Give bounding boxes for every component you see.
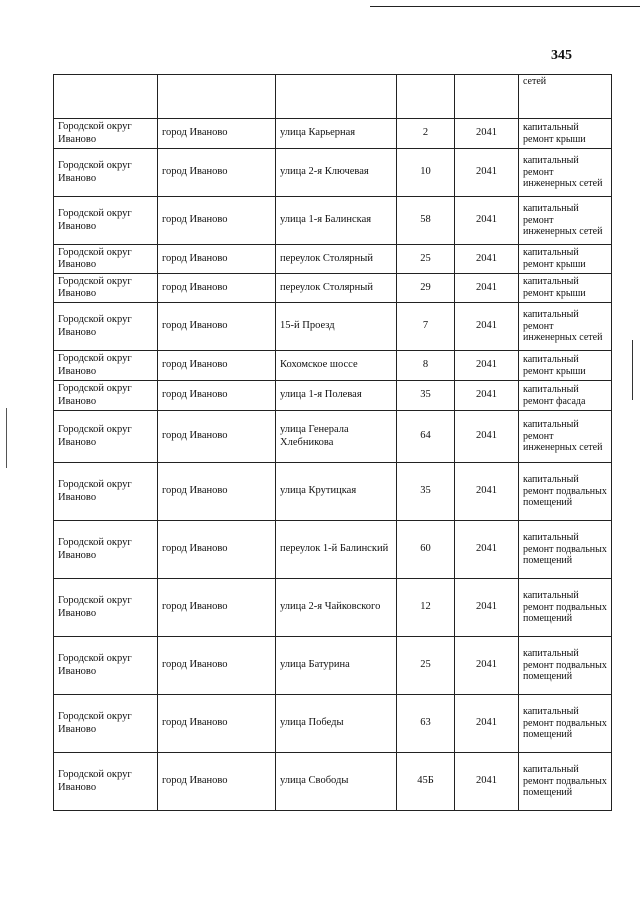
district-cell: Городской округ Иваново xyxy=(54,521,158,579)
district-cell: Городской округ Иваново xyxy=(54,351,158,381)
district-cell: Городской округ Иваново xyxy=(54,637,158,695)
city-cell: город Иваново xyxy=(158,381,276,411)
city-cell: город Иваново xyxy=(158,274,276,303)
year-cell: 2041 xyxy=(455,149,519,197)
work-type-cell: капитальный ремонт инженерных сетей xyxy=(519,411,612,463)
year-cell: 2041 xyxy=(455,695,519,753)
work-type-cell: капитальный ремонт подвальных помещений xyxy=(519,521,612,579)
work-type-cell: капитальный ремонт инженерных сетей xyxy=(519,149,612,197)
table-row xyxy=(54,579,612,637)
district-cell: Городской округ Иваново xyxy=(54,753,158,811)
district-cell: Городской округ Иваново xyxy=(54,381,158,411)
city-cell: город Иваново xyxy=(158,695,276,753)
scan-margin-mark xyxy=(6,408,7,468)
year-cell: 2041 xyxy=(455,197,519,245)
year-cell: 2041 xyxy=(455,463,519,521)
table-row xyxy=(54,119,612,149)
city-cell: город Иваново xyxy=(158,521,276,579)
table-row xyxy=(54,274,612,303)
street-cell: улица 1-я Полевая xyxy=(276,381,397,411)
work-type-cell: капитальный ремонт инженерных сетей xyxy=(519,303,612,351)
repair-schedule-table xyxy=(53,74,612,811)
house-number-cell: 25 xyxy=(397,637,455,695)
city-cell: город Иваново xyxy=(158,245,276,274)
table-cell xyxy=(158,75,276,119)
house-number-cell: 29 xyxy=(397,274,455,303)
work-type-cell: сетей xyxy=(519,75,612,119)
street-cell: улица 1-я Балинская xyxy=(276,197,397,245)
district-cell: Городской округ Иваново xyxy=(54,463,158,521)
city-cell: город Иваново xyxy=(158,119,276,149)
year-cell: 2041 xyxy=(455,637,519,695)
year-cell: 2041 xyxy=(455,119,519,149)
table-row xyxy=(54,521,612,579)
street-cell: Кохомское шоссе xyxy=(276,351,397,381)
house-number-cell: 35 xyxy=(397,463,455,521)
work-type-cell: капитальный ремонт подвальных помещений xyxy=(519,695,612,753)
district-cell: Городской округ Иваново xyxy=(54,695,158,753)
street-cell: переулок Столярный xyxy=(276,245,397,274)
street-cell: улица Крутицкая xyxy=(276,463,397,521)
work-type-cell: капитальный ремонт фасада xyxy=(519,381,612,411)
street-cell: переулок Столярный xyxy=(276,274,397,303)
table-cell xyxy=(397,75,455,119)
year-cell: 2041 xyxy=(455,579,519,637)
work-type-cell: капитальный ремонт крыши xyxy=(519,274,612,303)
house-number-cell: 45Б xyxy=(397,753,455,811)
district-cell: Городской округ Иваново xyxy=(54,303,158,351)
street-cell: переулок 1-й Балинский xyxy=(276,521,397,579)
page-number: 345 xyxy=(551,48,572,63)
house-number-cell: 10 xyxy=(397,149,455,197)
house-number-cell: 60 xyxy=(397,521,455,579)
year-cell: 2041 xyxy=(455,303,519,351)
work-type-cell: капитальный ремонт крыши xyxy=(519,351,612,381)
house-number-cell: 2 xyxy=(397,119,455,149)
work-type-cell: капитальный ремонт подвальных помещений xyxy=(519,579,612,637)
city-cell: город Иваново xyxy=(158,753,276,811)
city-cell: город Иваново xyxy=(158,463,276,521)
street-cell: улица Батурина xyxy=(276,637,397,695)
district-cell: Городской округ Иваново xyxy=(54,411,158,463)
table-row xyxy=(54,303,612,351)
table-row xyxy=(54,411,612,463)
city-cell: город Иваново xyxy=(158,411,276,463)
district-cell: Городской округ Иваново xyxy=(54,579,158,637)
table-row xyxy=(54,351,612,381)
street-cell: улица 2-я Ключевая xyxy=(276,149,397,197)
district-cell: Городской округ Иваново xyxy=(54,245,158,274)
street-cell: улица Генерала Хлебникова xyxy=(276,411,397,463)
table-row xyxy=(54,197,612,245)
house-number-cell: 63 xyxy=(397,695,455,753)
street-cell: улица Карьерная xyxy=(276,119,397,149)
year-cell: 2041 xyxy=(455,521,519,579)
house-number-cell: 58 xyxy=(397,197,455,245)
table-row xyxy=(54,637,612,695)
scan-margin-mark xyxy=(632,340,633,400)
table-row xyxy=(54,381,612,411)
year-cell: 2041 xyxy=(455,245,519,274)
district-cell: Городской округ Иваново xyxy=(54,119,158,149)
street-cell: улица 2-я Чайковского xyxy=(276,579,397,637)
work-type-cell: капитальный ремонт инженерных сетей xyxy=(519,197,612,245)
year-cell: 2041 xyxy=(455,753,519,811)
street-cell: улица Свободы xyxy=(276,753,397,811)
work-type-cell: капитальный ремонт крыши xyxy=(519,119,612,149)
table-row xyxy=(54,695,612,753)
year-cell: 2041 xyxy=(455,351,519,381)
street-cell: 15-й Проезд xyxy=(276,303,397,351)
house-number-cell: 8 xyxy=(397,351,455,381)
year-cell: 2041 xyxy=(455,381,519,411)
city-cell: город Иваново xyxy=(158,303,276,351)
city-cell: город Иваново xyxy=(158,351,276,381)
table-cell xyxy=(455,75,519,119)
city-cell: город Иваново xyxy=(158,579,276,637)
table-row xyxy=(54,245,612,274)
district-cell: Городской округ Иваново xyxy=(54,274,158,303)
year-cell: 2041 xyxy=(455,411,519,463)
house-number-cell: 25 xyxy=(397,245,455,274)
house-number-cell: 7 xyxy=(397,303,455,351)
city-cell: город Иваново xyxy=(158,149,276,197)
year-cell: 2041 xyxy=(455,274,519,303)
city-cell: город Иваново xyxy=(158,637,276,695)
table-row xyxy=(54,753,612,811)
table-row xyxy=(54,463,612,521)
table-row xyxy=(54,149,612,197)
work-type-cell: капитальный ремонт подвальных помещений xyxy=(519,463,612,521)
table-cell xyxy=(276,75,397,119)
house-number-cell: 12 xyxy=(397,579,455,637)
city-cell: город Иваново xyxy=(158,197,276,245)
house-number-cell: 64 xyxy=(397,411,455,463)
table-cell xyxy=(54,75,158,119)
work-type-cell: капитальный ремонт подвальных помещений xyxy=(519,637,612,695)
street-cell: улица Победы xyxy=(276,695,397,753)
district-cell: Городской округ Иваново xyxy=(54,149,158,197)
house-number-cell: 35 xyxy=(397,381,455,411)
district-cell: Городской округ Иваново xyxy=(54,197,158,245)
scan-edge-line xyxy=(370,6,640,7)
work-type-cell: капитальный ремонт подвальных помещений xyxy=(519,753,612,811)
work-type-cell: капитальный ремонт крыши xyxy=(519,245,612,274)
table-row xyxy=(54,75,612,119)
